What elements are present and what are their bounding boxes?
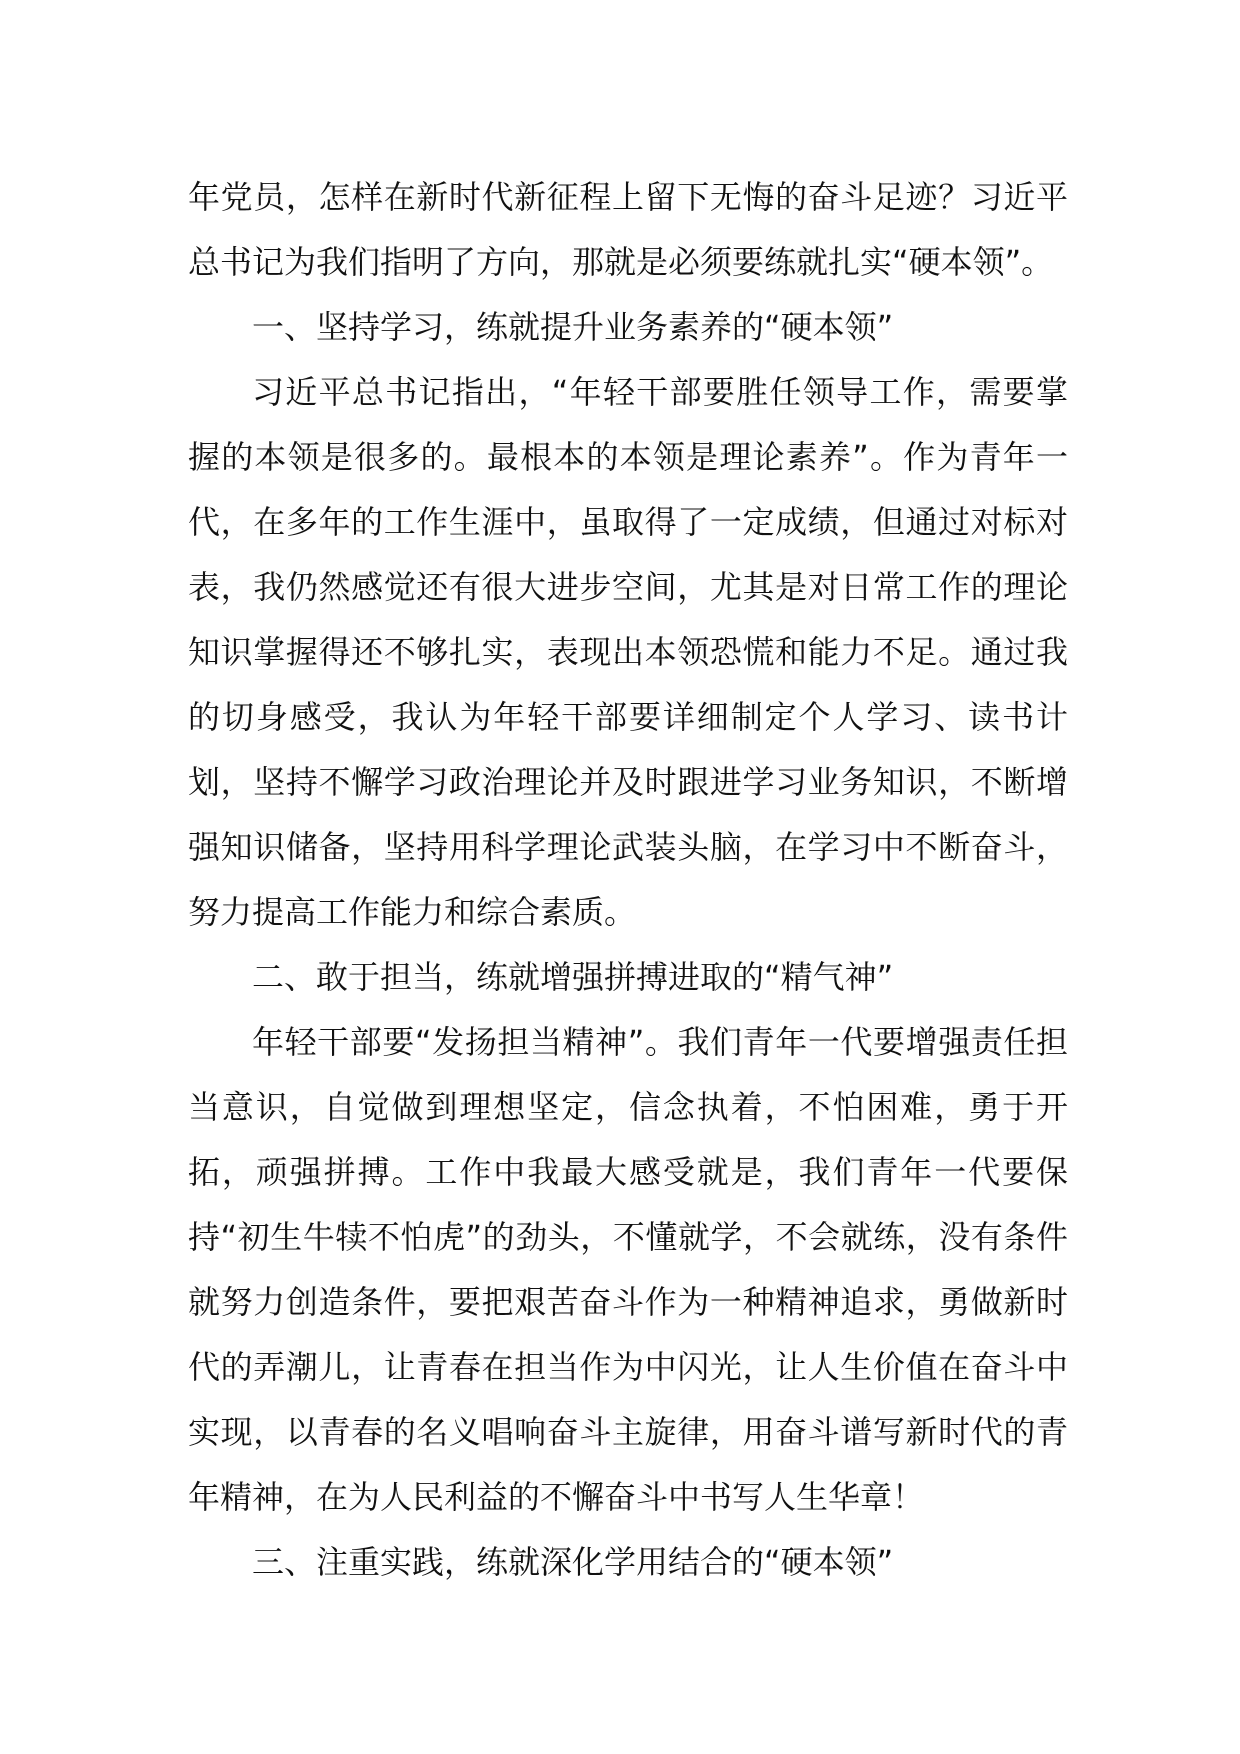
section-heading-1: 一、坚持学习，练就提升业务素养的“硬本领” [252,308,894,346]
paragraph-body-1: 习近平总书记指出，“年轻干部要胜任领导工作，需要掌握的本领是很多的。最根本的本领是理论素养”。作为青年一代，在多年的工作生涯中，虽取得了一定成绩，但通过对标对表，我仍然感觉还有很大进步空间，尤其是对日常工作的理论知识掌握得还不够扎实，表现出本领恐慌和能力不足。通过我的切身感受，我认为年轻干部要详细制定个人学习、读书计划，坚持不懈学习政治理论并及时跟进学习业务知识，不断增强知识储备，坚持用科学理论武装头脑，在学习中不断奋斗，努力提高工作能力和综合素质。 [188,373,1068,931]
paragraph-body-2: 年轻干部要“发扬担当精神”。我们青年一代要增强责任担当意识，自觉做到理想坚定，信念执着，不怕困难，勇于开拓，顽强拼搏。工作中我最大感受就是，我们青年一代要保持“初生牛犊不怕虎”的劲头，不懂就学，不会就练，没有条件就努力创造条件，要把艰苦奋斗作为一种精神追求，勇做新时代的弄潮儿，让青春在担当作为中闪光，让人生价值在奋斗中实现，以青春的名义唱响奋斗主旋律，用奋斗谱写新时代的青年精神，在为人民利益的不懈奋斗中书写人生华章！ [188,1023,1068,1516]
section-heading-3: 三、注重实践，练就深化学用结合的“硬本领” [252,1543,894,1581]
document-body [188,165,1068,1595]
paragraph-continuation: 年党员，怎样在新时代新征程上留下无悔的奋斗足迹？习近平总书记为我们指明了方向，那就是必须要练就扎实“硬本领”。 [188,178,1068,281]
section-heading-2: 二、敢于担当，练就增强拼搏进取的“精气神” [252,958,894,996]
